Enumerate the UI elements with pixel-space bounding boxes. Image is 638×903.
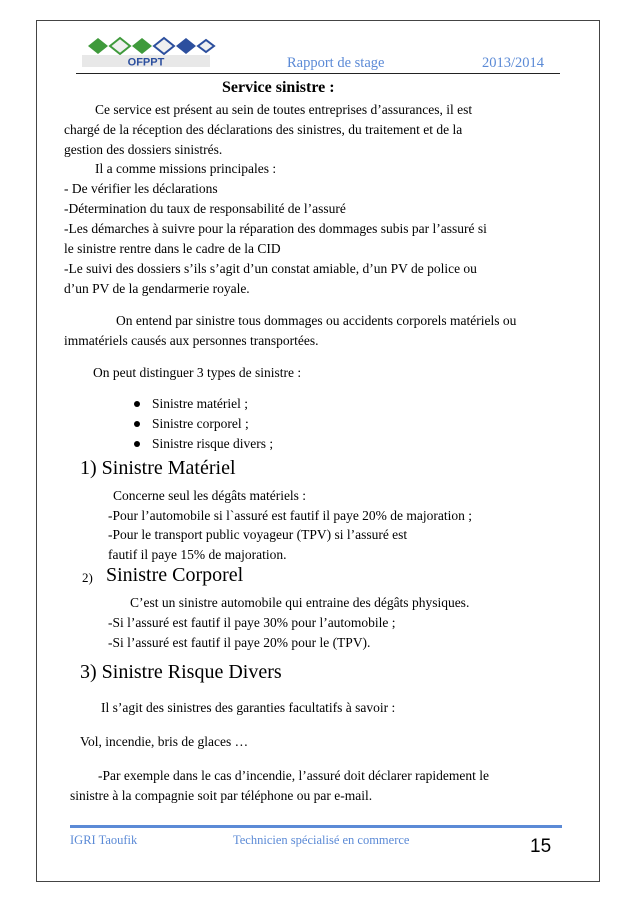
s1-line: Concerne seul les dégâts matériels : (113, 488, 307, 503)
list-item: Sinistre risque divers ; (152, 436, 274, 451)
s3-line: Vol, incendie, bris de glaces … (80, 734, 249, 749)
intro-line: Ce service est présent au sein de toutes entreprises d’assurances, il est (95, 102, 473, 117)
s1-line: -Pour l’automobile si l`assuré est fautif il paye 20% de majoration ; (108, 508, 473, 523)
definition-line: immatériels causés aux personnes transportées. (64, 333, 319, 348)
s2-number: 2) (82, 570, 93, 585)
intro-line: chargé de la réception des déclarations des sinistres, du traitement et de la (64, 122, 463, 137)
header-divider (76, 73, 560, 74)
intro-line: -Le suivi des dossiers s’ils s’agit d’un constat amiable, d’un PV de police ou (64, 261, 477, 276)
footer-role: Technicien spécialisé en commerce (233, 833, 410, 847)
intro-line: - De vérifier les déclarations (64, 181, 218, 196)
bullet-icon (134, 421, 140, 427)
header-title: Rapport de stage (287, 55, 385, 71)
heading-sinistre-materiel: 1) Sinistre Matériel (80, 457, 236, 479)
bullet-icon (134, 441, 140, 447)
footer-divider (70, 825, 562, 828)
intro-line: -Les démarches à suivre pour la réparation des dommages subis par l’assuré si (64, 221, 487, 236)
intro-line: Il a comme missions principales : (95, 161, 277, 176)
list-item: Sinistre corporel ; (152, 416, 249, 431)
intro-line: -Détermination du taux de responsabilité de l’assuré (64, 201, 346, 216)
s3-line: -Par exemple dans le cas d’incendie, l’assuré doit déclarer rapidement le (98, 768, 489, 783)
svg-text:OFPPT: OFPPT (127, 56, 165, 68)
s1-line: -Pour le transport public voyageur (TPV) si l’assuré est (108, 527, 408, 542)
intro-line: gestion des dossiers sinistrés. (64, 142, 223, 157)
definition-line: On entend par sinistre tous dommages ou accidents corporels matériels ou (116, 313, 517, 328)
types-intro: On peut distinguer 3 types de sinistre : (93, 365, 302, 380)
intro-line: d’un PV de la gendarmerie royale. (64, 281, 250, 296)
s2-line: C’est un sinistre automobile qui entraine des dégâts physiques. (130, 595, 470, 610)
header-year: 2013/2014 (482, 55, 545, 71)
ofppt-logo (76, 36, 216, 68)
section-title: Service sinistre : (222, 79, 335, 96)
s3-line: sinistre à la compagnie soit par téléphone ou par e-mail. (70, 788, 373, 803)
page-number: 15 (530, 836, 552, 857)
s2-line: -Si l’assuré est fautif il paye 30% pour l’automobile ; (108, 615, 396, 630)
intro-line: le sinistre rentre dans le cadre de la CID (64, 241, 281, 256)
footer-author: IGRI Taoufik (70, 833, 138, 847)
s1-line: fautif il paye 15% de majoration. (108, 547, 287, 562)
list-item: Sinistre matériel ; (152, 396, 248, 411)
s3-line: Il s’agit des sinistres des garanties facultatifs à savoir : (101, 700, 396, 715)
s2-line: -Si l’assuré est fautif il paye 20% pour le (TPV). (108, 635, 371, 650)
heading-sinistre-risque-divers: 3) Sinistre Risque Divers (80, 661, 282, 683)
heading-sinistre-corporel: Sinistre Corporel (106, 564, 244, 586)
bullet-icon (134, 401, 140, 407)
